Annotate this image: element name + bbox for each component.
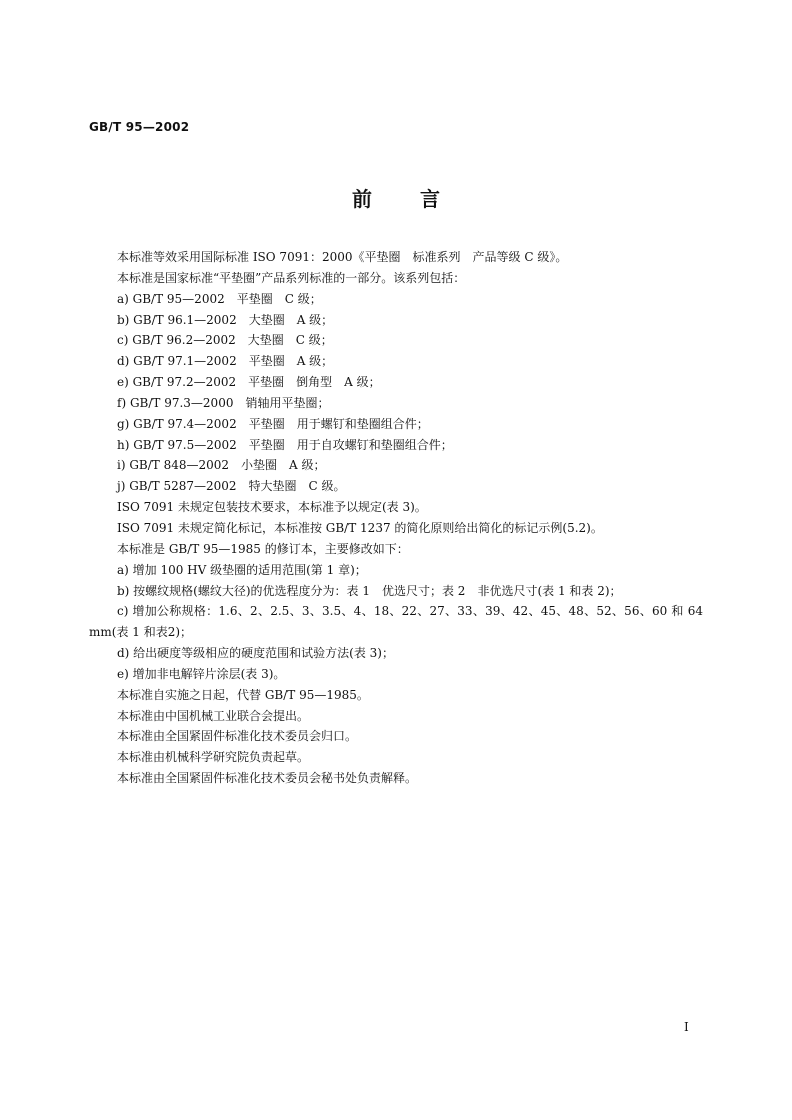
list-item: a) GB/T 95—2002 平垫圈 C 级； (117, 291, 322, 306)
paragraph: ISO 7091 未规定包装技术要求，本标准予以规定(表 3)。 (117, 500, 427, 515)
list-item: b) GB/T 96.1—2002 大垫圈 A 级； (117, 312, 334, 327)
paragraph: 本标准由全国紧固件标准化技术委员会秘书处负责解释。 (117, 771, 418, 786)
list-item: d) 给出硬度等级相应的硬度范围和试验方法(表 3)； (117, 646, 394, 661)
list-item: a) 增加 100 HV 级垫圈的适用范围(第 1 章)； (117, 562, 367, 577)
paragraph: 本标准自实施之日起，代替 GB/T 95—1985。 (117, 687, 369, 702)
list-item: c) GB/T 96.2—2002 大垫圈 C 级； (117, 333, 333, 348)
list-item: i) GB/T 848—2002 小垫圈 A 级； (117, 458, 326, 473)
list-item: f) GB/T 97.3—2000 销轴用平垫圈； (117, 395, 330, 410)
standard-code: GB/T 95—2002 (89, 120, 190, 134)
list-item: j) GB/T 5287—2002 特大垫圈 C 级。 (117, 479, 346, 494)
paragraph: ISO 7091 未规定简化标记，本标准按 GB/T 1237 的简化原则给出简化的标记示例(5.2)。 (117, 520, 603, 535)
list-item: e) 增加非电解锌片涂层(表 3)。 (117, 666, 286, 681)
list-item: g) GB/T 97.4—2002 平垫圈 用于螺钉和垫圈组合件； (117, 416, 429, 431)
list-item: b) 按螺纹规格(螺纹大径)的优选程度分为：表 1 优选尺寸；表 2 非优选尺寸(表 1 和表 2)； (117, 583, 622, 598)
page-title: 前言 (352, 187, 488, 211)
list-item: h) GB/T 97.5—2002 平垫圈 用于自攻螺钉和垫圈组合件； (117, 437, 453, 452)
list-item: e) GB/T 97.2—2002 平垫圈 倒角型 A 级； (117, 375, 381, 390)
list-item: c) 增加公称规格：1.6、2、2.5、3、3.5、4、18、22、27、33、39、42、45、48、52、56、60 和 64 mm(表 1 和表2)； (89, 604, 707, 640)
foreword-body (89, 247, 707, 789)
page-number: I (684, 1020, 689, 1034)
paragraph: 本标准由中国机械工业联合会提出。 (117, 708, 310, 723)
paragraph: 本标准由全国紧固件标准化技术委员会归口。 (117, 729, 358, 744)
paragraph: 本标准是 GB/T 95—1985 的修订本，主要修改如下： (117, 541, 409, 556)
paragraph: 本标准由机械科学研究院负责起草。 (117, 750, 310, 765)
list-item: d) GB/T 97.1—2002 平垫圈 A 级； (117, 354, 334, 369)
paragraph: 本标准等效采用国际标准 ISO 7091：2000《平垫圈 标准系列 产品等级 C 级》。 (117, 250, 568, 264)
paragraph: 本标准是国家标准“平垫圈”产品系列标准的一部分。该系列包括： (117, 270, 466, 285)
